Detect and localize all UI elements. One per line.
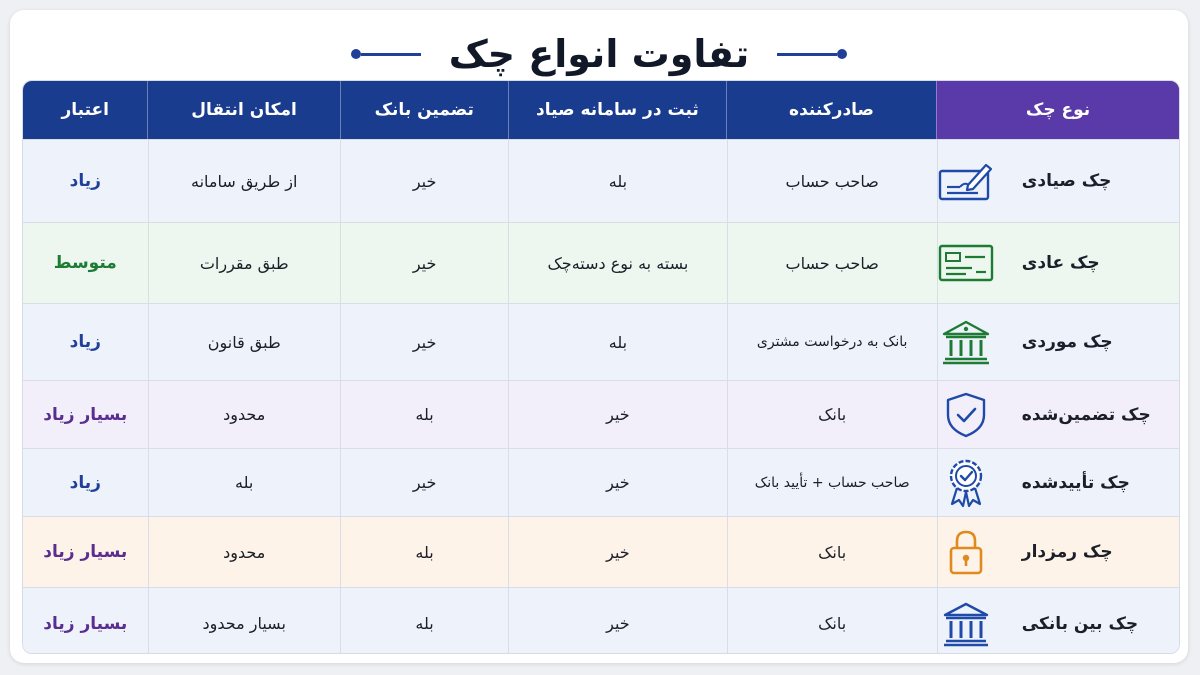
cell-type	[937, 517, 1179, 587]
cell-sayad: خیر	[508, 588, 726, 654]
cell-issuer: صاحب حساب	[727, 223, 937, 303]
check-type-label: چک تأییدشده	[1021, 472, 1130, 493]
cheque-card-icon	[938, 239, 994, 287]
cell-guarantee: خیر	[340, 223, 508, 303]
check-type-label: چک بین بانکی	[1021, 613, 1139, 634]
left-decoration	[351, 49, 421, 59]
header-sayad: ثبت در سامانه صیاد	[508, 81, 726, 139]
cell-transfer: بسیار محدود	[148, 588, 340, 654]
page-title: تفاوت انواع چک	[448, 32, 750, 76]
cell-sayad: خیر	[508, 449, 726, 516]
cell-credit: متوسط	[53, 253, 117, 273]
cell-transfer: طبق قانون	[148, 304, 340, 380]
header-guarantee: تضمین بانک	[340, 81, 508, 139]
cell-type	[937, 223, 1179, 303]
table-row	[23, 448, 1179, 516]
check-type-label: چک صیادی	[1021, 171, 1112, 191]
comparison-table	[22, 80, 1180, 654]
cheque-pen-icon	[938, 157, 994, 205]
right-decoration	[777, 49, 847, 59]
cell-credit: بسیار زیاد	[43, 404, 128, 425]
cell-transfer: از طریق سامانه	[148, 140, 340, 222]
cell-guarantee: خیر	[340, 140, 508, 222]
cell-type	[937, 588, 1179, 654]
header-credit: اعتبار	[61, 100, 109, 120]
cell-sayad: بله	[508, 304, 726, 380]
check-type-label: چک تضمین‌شده	[1021, 404, 1151, 425]
header-issuer: صادرکننده	[726, 81, 936, 139]
cell-transfer: محدود	[148, 517, 340, 587]
table-row	[23, 516, 1179, 587]
check-type-label: چک عادی	[1021, 253, 1100, 273]
cell-issuer: بانک به درخواست مشتری	[727, 304, 937, 380]
cell-issuer: صاحب حساب	[727, 140, 937, 222]
cell-credit: زیاد	[69, 472, 101, 493]
header-type: نوع چک	[936, 81, 1179, 139]
shield-check-icon	[938, 391, 994, 439]
cell-type	[937, 304, 1179, 380]
cell-sayad: خیر	[508, 381, 726, 448]
cell-type	[937, 381, 1179, 448]
cell-sayad: بله	[508, 140, 726, 222]
cell-issuer: بانک	[727, 381, 937, 448]
cell-type	[937, 140, 1179, 222]
table-body	[23, 139, 1179, 654]
cell-guarantee: بله	[340, 381, 508, 448]
cell-guarantee: خیر	[340, 449, 508, 516]
bank-building-icon	[938, 318, 994, 366]
bank-columns-icon	[938, 600, 994, 648]
cell-issuer: صاحب حساب + تأیید بانک	[727, 449, 937, 516]
check-type-label: چک رمزدار	[1021, 542, 1113, 562]
cell-guarantee: خیر	[340, 304, 508, 380]
padlock-icon	[938, 528, 994, 576]
table-header	[23, 81, 1179, 139]
cell-sayad: خیر	[508, 517, 726, 587]
cell-transfer: طبق مقررات	[148, 223, 340, 303]
table-row	[23, 139, 1179, 222]
cell-type	[937, 449, 1179, 516]
table-row	[23, 587, 1179, 654]
cell-guarantee: بله	[340, 517, 508, 587]
cell-credit: بسیار زیاد	[43, 613, 128, 634]
table-row	[23, 303, 1179, 380]
cell-sayad: بسته به نوع دسته‌چک	[508, 223, 726, 303]
table-row	[23, 380, 1179, 448]
cell-credit: بسیار زیاد	[43, 542, 128, 562]
cell-issuer: بانک	[727, 588, 937, 654]
badge-check-icon	[938, 459, 994, 507]
cell-credit: زیاد	[69, 332, 101, 352]
infographic-card	[10, 10, 1188, 663]
table-row	[23, 222, 1179, 303]
cell-issuer: بانک	[727, 517, 937, 587]
cell-guarantee: بله	[340, 588, 508, 654]
cell-credit: زیاد	[69, 171, 101, 191]
cell-transfer: بله	[148, 449, 340, 516]
title-bar	[10, 24, 1188, 84]
check-type-label: چک موردی	[1021, 332, 1113, 352]
header-transfer: امکان انتقال	[147, 81, 339, 139]
cell-transfer: محدود	[148, 381, 340, 448]
